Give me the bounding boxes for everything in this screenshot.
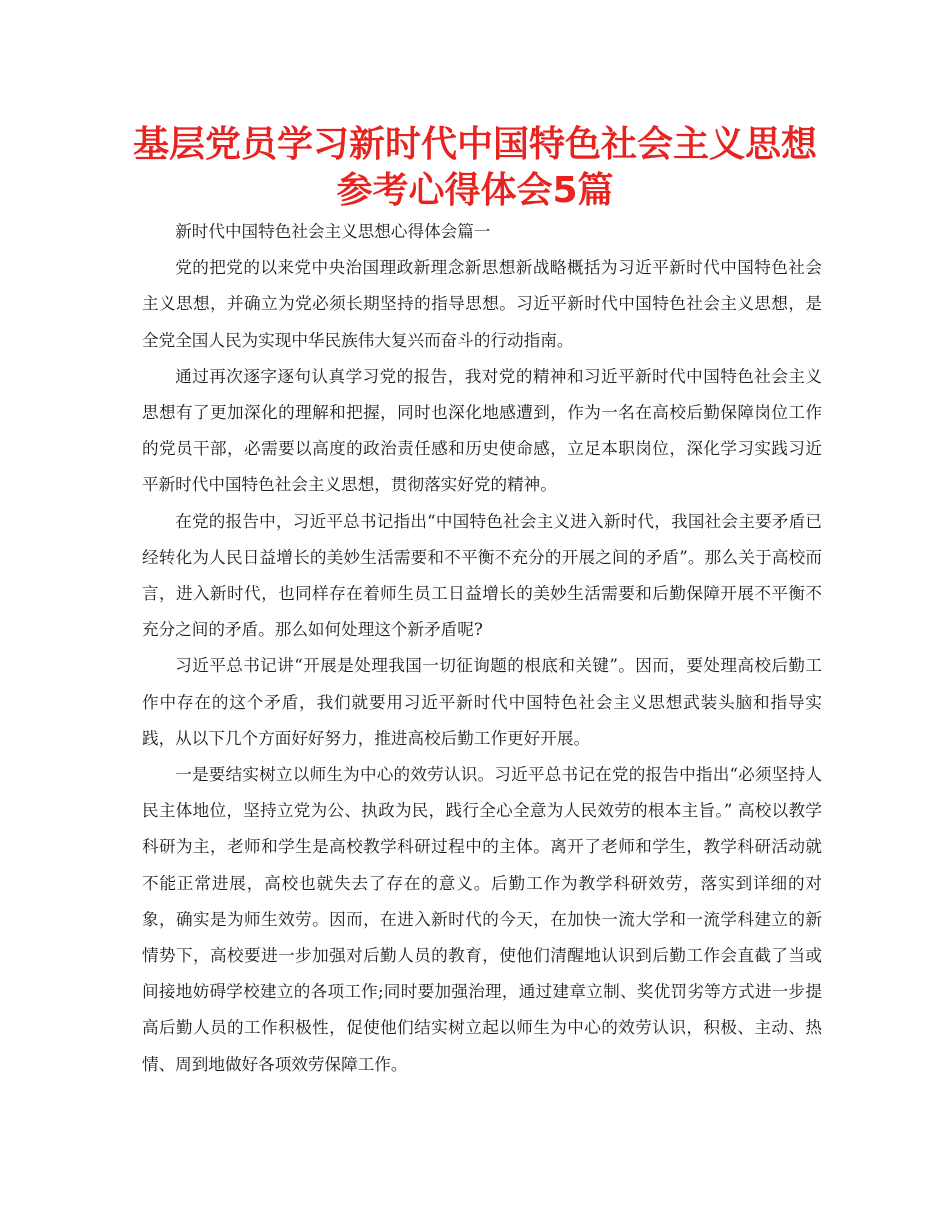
paragraph-2: 通过再次逐字逐句认真学习党的报告，我对党的精神和习近平新时代中国特色社会主义思想有了更加深化的理解和把握，同时也深化地感遭到，作为一名在高校后勤保障岗位工作的党员干部，必需要以高度的政治责任感和历史使命感，立足本职岗位，深化学习实践习近平新时代中国特色社会主义思想，贯彻落实好党的精神。 — [142, 366, 822, 495]
paragraph-3: 在党的报告中，习近平总书记指出“中国特色社会主义进入新时代，我国社会主要矛盾已经转化为人民日益增长的美妙生活需要和不平衡不充分的开展之间的矛盾”。那么关于高校而言，进入新时代，也同样存在着师生员工日益增长的美妙生活需要和后勤保障开展不平衡不充分之间的矛盾。那么如何处理这个新矛盾呢? — [142, 511, 822, 640]
paragraph-1: 党的把党的以来党中央治国理政新理念新思想新战略概括为习近平新时代中国特色社会主义思想，并确立为党必须长期坚持的指导思想。习近平新时代中国特色社会主义思想，是全党全国人民为实现中华民族伟大复兴而奋斗的行动指南。 — [142, 258, 822, 350]
paragraph-4: 习近平总书记讲“开展是处理我国一切征询题的根底和关键”。因而，要处理高校后勤工作中存在的这个矛盾，我们就要用习近平新时代中国特色社会主义思想武装头脑和指导实践，从以下几个方面好好努力，推进高校后勤工作更好开展。 — [142, 656, 822, 748]
section-subtitle: 新时代中国特色社会主义思想心得体会篇一 — [175, 222, 491, 241]
document-body — [142, 214, 822, 1083]
paragraph-5: 一是要结实树立以师生为中心的效劳认识。习近平总书记在党的报告中指出“必须坚持人民主体地位，坚持立党为公、执政为民，践行全心全意为人民效劳的根本主旨。” 高校以教学科研为主，老师和学生是高校教学科研过程中的主体。离开了老师和学生，教学科研活动就不能正常进展，高校也就失去了存在的意义。后勤工作为教学科研效劳，落实到详细的对象，确实是为师生效劳。因而，在进入新时代的今天，在加快一流大学和一流学科建立的新情势下，高校要进一步加强对后勤人员的教育，使他们清醒地认识到后勤工作会直截了当或间接地妨碍学校建立的各项工作;同时要加强治理，通过建章立制、奖优罚劣等方式进一步提高后勤人员的工作积极性，促使他们结实树立起以师生为中心的效劳认识，积极、主动、热情、周到地做好各项效劳保障工作。 — [142, 765, 822, 1074]
document-title: 基层党员学习新时代中国特色社会主义思想参考心得体会5篇 — [132, 124, 817, 211]
